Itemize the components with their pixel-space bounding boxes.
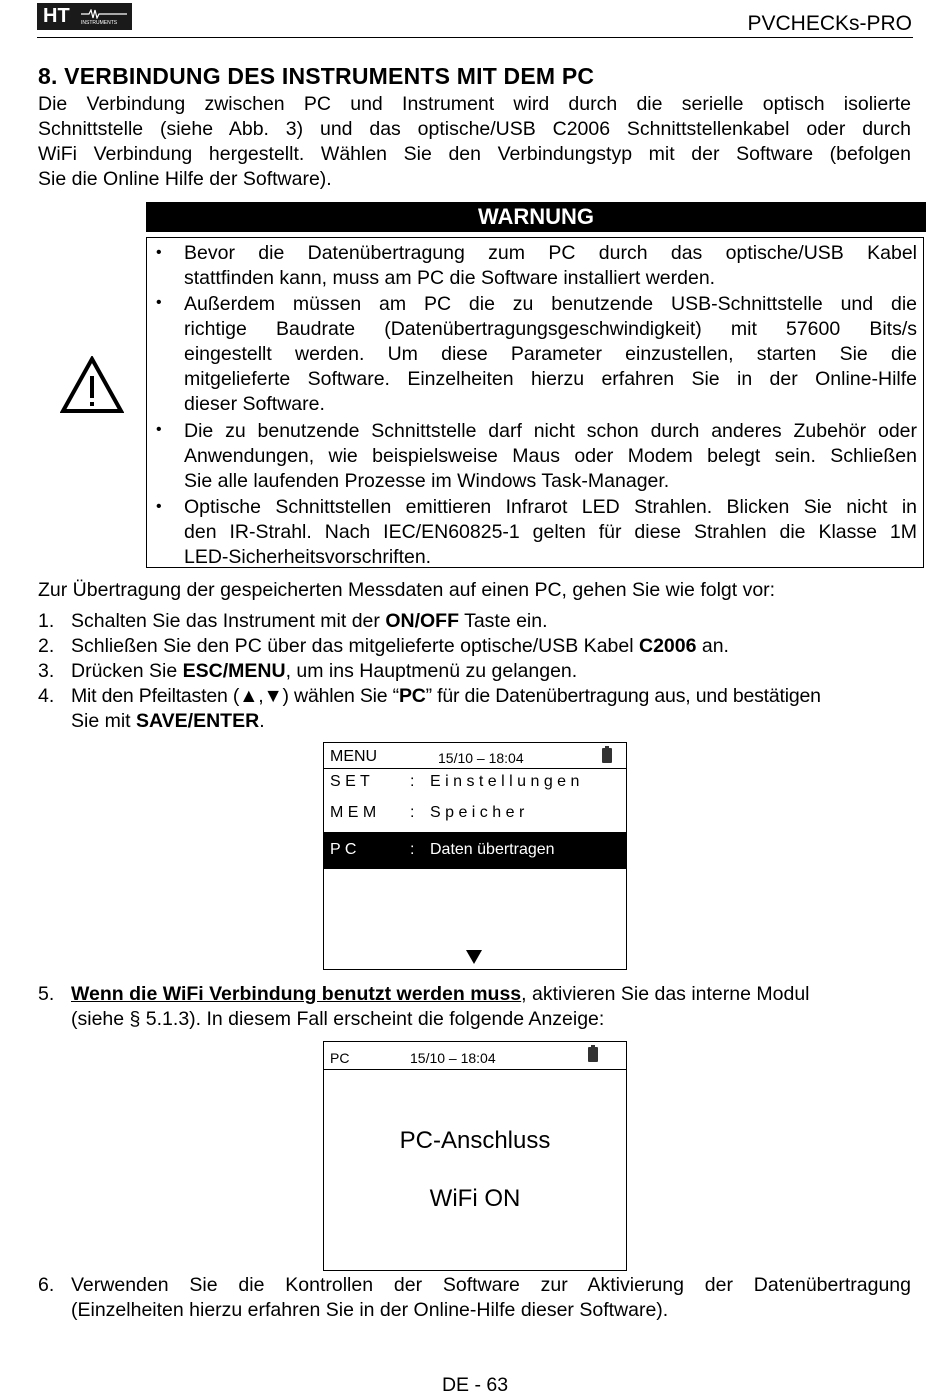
ht-logo <box>37 3 132 30</box>
menu-row-sep: : <box>410 773 415 790</box>
menu-row-sep: : <box>410 841 415 858</box>
pc-screen-title: PC <box>330 1050 350 1066</box>
instrument-pc-screen <box>323 1041 627 1271</box>
step-number: 6. <box>38 1274 55 1296</box>
down-triangle-icon <box>466 950 482 964</box>
pc-screen-datetime: 15/10 – 18:04 <box>410 1050 496 1066</box>
menu-screen-title: MENU <box>330 748 378 765</box>
header-divider <box>37 37 913 38</box>
intro-paragraph <box>38 92 911 192</box>
warning-line: Außerdem müssen am PC die zu benutzende USB-Schnittstelle und die <box>184 293 917 315</box>
menu-row-label: Daten übertragen <box>430 841 555 858</box>
warning-line: stattfinden kann, muss am PC die Software installiert werden. <box>184 267 716 289</box>
step-text: Schließen Sie den PC über das mitgelieferte optische/USB Kabel C2006 an. <box>71 635 729 657</box>
instrument-menu-screen <box>323 742 627 970</box>
menu-row-label: S p e i c h e r <box>430 804 525 821</box>
page-number: DE - 63 <box>441 1374 509 1396</box>
menu-row-code: P C <box>330 841 357 858</box>
logo-sub: INSTRUMENTS <box>81 20 118 26</box>
warning-line: mitgelieferte Software. Einzelheiten hierzu erfahren Sie in der Online-Hilfe <box>184 368 917 390</box>
warning-line: richtige Baudrate (Datenübertragungsgeschwindigkeit) mit 57600 Bits/s <box>184 318 917 340</box>
warning-line: Bevor die Datenübertragung zum PC durch das optische/USB Kabel <box>184 242 917 264</box>
logo-text: HT <box>43 5 70 27</box>
menu-row-label: E i n s t e l l u n g e n <box>430 773 580 790</box>
menu-row-code: S E T <box>330 773 370 790</box>
warning-line: Sie alle laufenden Prozesse im Windows Task-Manager. <box>184 470 670 492</box>
warning-line: dieser Software. <box>184 393 325 415</box>
warning-line: den IR-Strahl. Nach IEC/EN60825-1 gelten für diese Strahlen die Klasse 1M <box>184 521 917 543</box>
bullet-glyph: • <box>156 421 162 438</box>
intro-line: WiFi Verbindung hergestellt. Wählen Sie den Verbindungstyp mit der Software (befolgen <box>38 143 911 165</box>
bullet-glyph: • <box>156 244 162 261</box>
step-text: Mit den Pfeiltasten (▲,▼) wählen Sie “PC” für die Datenübertragung aus, und bestätigen <box>71 685 821 707</box>
menu-row-sep: : <box>410 804 415 821</box>
warning-line: Die zu benutzende Schnittstelle darf nicht schon durch anderes Zubehör oder <box>184 420 917 442</box>
bullet-glyph: • <box>156 294 162 311</box>
warning-triangle-icon <box>60 356 124 419</box>
intro-line: Die Verbindung zwischen PC und Instrument wird durch die serielle optisch isolierte <box>38 93 911 115</box>
warning-line: LED-Sicherheitsvorschriften. <box>184 546 432 568</box>
screen-divider <box>324 768 626 769</box>
procedure-intro: Zur Übertragung der gespeicherten Messdaten auf einen PC, gehen Sie wie folgt vor: <box>38 579 776 601</box>
battery-icon <box>602 748 612 763</box>
menu-row-code: M E M <box>330 804 377 821</box>
intro-line: Sie die Online Hilfe der Software). <box>38 168 332 190</box>
step-number: 3. <box>38 660 55 682</box>
battery-icon <box>588 1047 598 1062</box>
step-text: Sie mit SAVE/ENTER. <box>71 710 265 732</box>
section-heading: 8. VERBINDUNG DES INSTRUMENTS MIT DEM PC <box>38 63 595 89</box>
warning-line: Optische Schnittstellen emittieren Infrarot LED Strahlen. Blicken Sie nicht in <box>184 496 917 518</box>
step-text: (siehe § 5.1.3). In diesem Fall erscheint die folgende Anzeige: <box>71 1008 605 1030</box>
menu-row-selected <box>324 832 626 869</box>
document-title: PVCHECKs-PRO <box>747 12 912 35</box>
menu-screen-datetime: 15/10 – 18:04 <box>438 750 524 766</box>
step-number: 2. <box>38 635 55 657</box>
step-text: Schalten Sie das Instrument mit der ON/OFF Taste ein. <box>71 610 548 632</box>
step-text: (Einzelheiten hierzu erfahren Sie in der Online-Hilfe dieser Software). <box>71 1299 669 1321</box>
step-number: 1. <box>38 610 55 632</box>
step-text: Drücken Sie ESC/MENU, um ins Hauptmenü zu gelangen. <box>71 660 578 682</box>
step-number: 4. <box>38 685 55 707</box>
wifi-status-label: WiFi ON <box>429 1185 521 1212</box>
intro-line: Schnittstelle (siehe Abb. 3) und das optische/USB C2006 Schnittstellenkabel oder durch <box>38 118 911 140</box>
warning-line: eingestellt werden. Um diese Parameter einzustellen, starten Sie die <box>184 343 917 365</box>
warning-line: Anwendungen, wie beispielsweise Maus oder Modem belegt sein. Schließen <box>184 445 917 467</box>
warning-title: WARNUNG <box>146 202 926 232</box>
step-number: 5. <box>38 983 55 1005</box>
step-text: Wenn die WiFi Verbindung benutzt werden muss, aktivieren Sie das interne Modul <box>71 983 810 1005</box>
logo-wave-icon <box>81 9 127 19</box>
step-text: Verwenden Sie die Kontrollen der Software zur Aktivierung der Datenübertragung <box>71 1274 911 1296</box>
bullet-glyph: • <box>156 498 162 515</box>
screen-divider <box>324 1069 626 1070</box>
pc-connection-label: PC-Anschluss <box>399 1127 551 1154</box>
